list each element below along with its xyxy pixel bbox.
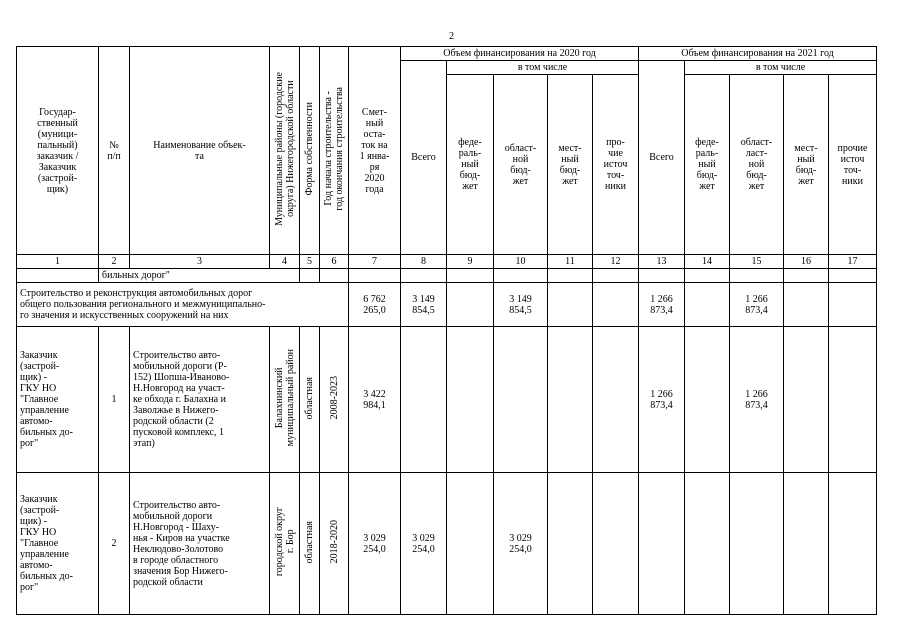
header-object-name: Наименование объек- та [130, 47, 270, 255]
column-number: 7 [349, 255, 401, 269]
row-total-2020 [401, 327, 447, 473]
header-estimate: Смет- ный оста- ток на 1 янва- ря 2020 года [349, 47, 401, 255]
row-years: 2018-2020 [320, 473, 349, 615]
header-federal-2020: феде- раль- ный бюд- жет [447, 75, 494, 255]
header-row-1 [17, 47, 877, 61]
row-total-2021 [639, 473, 685, 615]
row-object-name: Строительство авто- мобильной дороги Н.Новгород - Шаху- нья - Киров на участке Неклюдово-Золотово в городе областного значения Бор Нижего- родской области [130, 473, 270, 615]
row-federal-2020 [447, 327, 494, 473]
empty-cell [494, 269, 548, 283]
row-regional-2021 [730, 473, 784, 615]
row-other-2020 [593, 327, 639, 473]
section-total-2020: 3 149 854,5 [401, 283, 447, 327]
row-other-2020 [593, 473, 639, 615]
row-number: 1 [99, 327, 130, 473]
row-number: 2 [99, 473, 130, 615]
empty-cell [17, 269, 99, 283]
header-ownership: Форма собственности [300, 47, 320, 255]
row-local-2021 [784, 473, 829, 615]
header-other-2021: прочие источ точ- ники [829, 75, 877, 255]
row-customer: Заказчик (застрой- щик) - ГКУ НО "Главное управление автомо- бильных до- рог" [17, 473, 99, 615]
header-local-2020: мест- ный бюд- жет [548, 75, 593, 255]
table-row [17, 327, 877, 473]
empty-cell [447, 269, 494, 283]
financing-table [16, 46, 877, 615]
empty-cell [639, 269, 685, 283]
header-including-2021: в том числе [685, 61, 877, 75]
empty-cell [784, 269, 829, 283]
page-number: 2 [449, 31, 454, 42]
empty-cell [685, 269, 730, 283]
column-number: 5 [300, 255, 320, 269]
column-number: 16 [784, 255, 829, 269]
empty-cell [447, 283, 494, 327]
header-including-2020: в том числе [447, 61, 639, 75]
column-number: 6 [320, 255, 349, 269]
column-number: 10 [494, 255, 548, 269]
column-number: 1 [17, 255, 99, 269]
section-title: Строительство и реконструкция автомобильных дорог общего пользования регионального и межмуниципально- го значения и искусственных сооружений на них [17, 283, 349, 327]
table-row [17, 473, 877, 615]
header-fin-2021: Объем финансирования на 2021 год [639, 47, 877, 61]
empty-cell [349, 269, 401, 283]
column-number: 17 [829, 255, 877, 269]
section-estimate: 6 762 265,0 [349, 283, 401, 327]
section-regional-2021: 1 266 873,4 [730, 283, 784, 327]
continuation-text: бильных дорог" [99, 269, 300, 283]
header-regional-2021: област- ласт- ной бюд- жет [730, 75, 784, 255]
column-number: 14 [685, 255, 730, 269]
row-regional-2020: 3 029 254,0 [494, 473, 548, 615]
row-customer: Заказчик (застрой- щик) - ГКУ НО "Главное управление автомо- бильных до- рог" [17, 327, 99, 473]
header-years: Год начала строительства - год окончания строительства [320, 47, 349, 255]
column-number: 11 [548, 255, 593, 269]
row-years: 2008-2023 [320, 327, 349, 473]
column-number: 13 [639, 255, 685, 269]
row-local-2020 [548, 473, 593, 615]
header-federal-2021: феде- раль- ный бюд- жет [685, 75, 730, 255]
section-regional-2020: 3 149 854,5 [494, 283, 548, 327]
column-number: 15 [730, 255, 784, 269]
row-federal-2021 [685, 327, 730, 473]
column-number: 9 [447, 255, 494, 269]
row-federal-2021 [685, 473, 730, 615]
continuation-row [17, 269, 877, 283]
row-regional-2021: 1 266 873,4 [730, 327, 784, 473]
header-districts: Муниципальные районы (городские округа) Нижегородской области [270, 47, 300, 255]
section-row [17, 283, 877, 327]
header-total-2020: Всего [401, 61, 447, 255]
row-regional-2020 [494, 327, 548, 473]
empty-cell [300, 269, 320, 283]
column-number: 12 [593, 255, 639, 269]
empty-cell [548, 269, 593, 283]
empty-cell [401, 269, 447, 283]
row-ownership: областная [300, 327, 320, 473]
empty-cell [730, 269, 784, 283]
empty-cell [685, 283, 730, 327]
section-total-2021: 1 266 873,4 [639, 283, 685, 327]
empty-cell [829, 269, 877, 283]
column-number: 3 [130, 255, 270, 269]
row-ownership: областная [300, 473, 320, 615]
empty-cell [784, 283, 829, 327]
row-district: Балахнинский муниципальный район [270, 327, 300, 473]
row-total-2020: 3 029 254,0 [401, 473, 447, 615]
row-estimate: 3 422 984,1 [349, 327, 401, 473]
column-numbers-row [17, 255, 877, 269]
row-estimate: 3 029 254,0 [349, 473, 401, 615]
column-number: 2 [99, 255, 130, 269]
empty-cell [320, 269, 349, 283]
header-regional-2020: област- ной бюд- жет [494, 75, 548, 255]
column-number: 8 [401, 255, 447, 269]
row-local-2020 [548, 327, 593, 473]
header-number: № п/п [99, 47, 130, 255]
header-other-2020: про- чие источ точ- ники [593, 75, 639, 255]
empty-cell [548, 283, 593, 327]
header-fin-2020: Объем финансирования на 2020 год [401, 47, 639, 61]
row-other-2021 [829, 473, 877, 615]
header-local-2021: мест- ный бюд- жет [784, 75, 829, 255]
row-other-2021 [829, 327, 877, 473]
row-object-name: Строительство авто- мобильной дороги (Р- 152) Шопша-Иваново- Н.Новгород на участ- ке обхода г. Балахна и Заволжье в Нижего- родской области (2 пусковой комплекс, 1 этап) [130, 327, 270, 473]
empty-cell [593, 283, 639, 327]
row-total-2021: 1 266 873,4 [639, 327, 685, 473]
empty-cell [593, 269, 639, 283]
column-number: 4 [270, 255, 300, 269]
row-district: городской округ г. Бор [270, 473, 300, 615]
empty-cell [829, 283, 877, 327]
row-local-2021 [784, 327, 829, 473]
header-customer: Государ- ственный (муници- пальный) заказчик / Заказчик (застрой- щик) [17, 47, 99, 255]
row-federal-2020 [447, 473, 494, 615]
header-total-2021: Всего [639, 61, 685, 255]
